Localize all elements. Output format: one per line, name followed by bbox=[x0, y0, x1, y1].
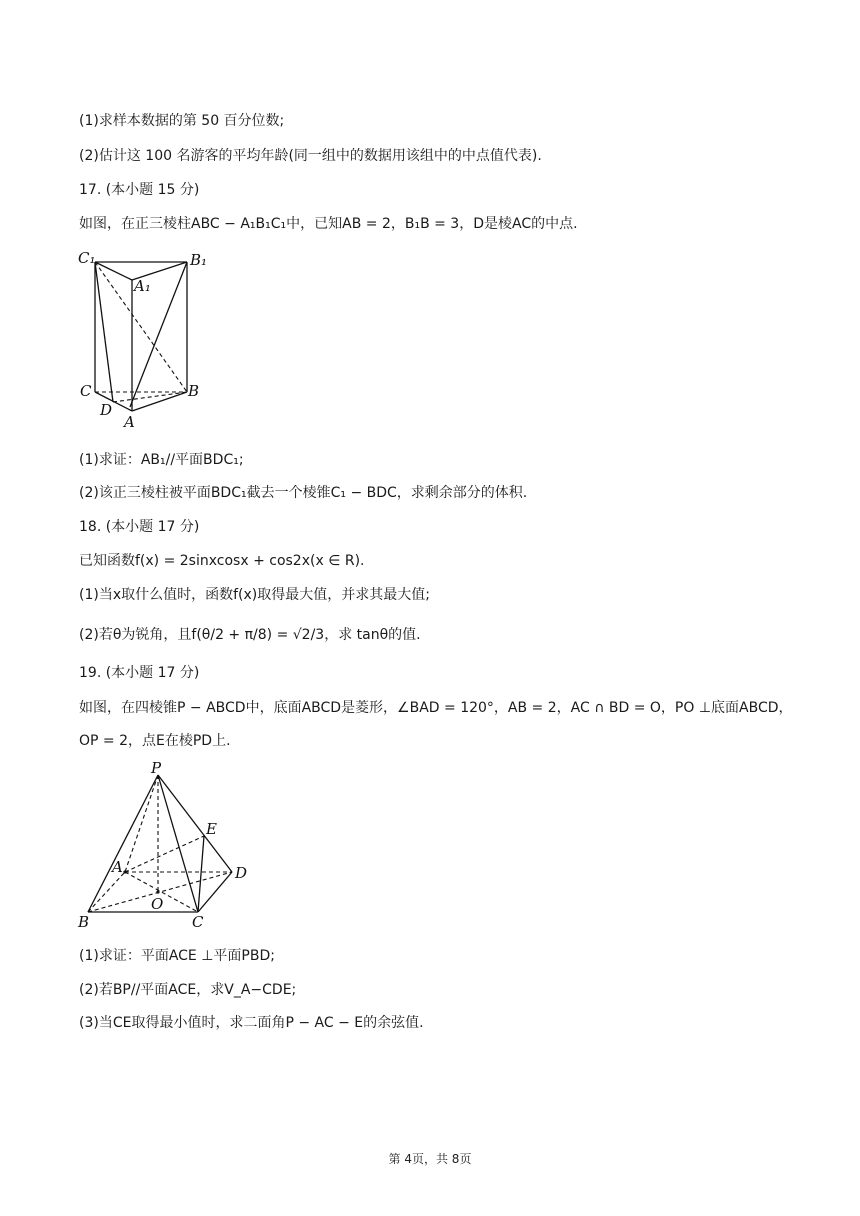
prism-figure bbox=[70, 245, 210, 435]
question-18-part2: (2)若θ为锐角，且f(θ/2 + π/8) = √2/3，求 tanθ的值. bbox=[79, 627, 421, 643]
question-18-header: 18. (本小题 17 分) bbox=[79, 519, 200, 535]
label-A1: A₁ bbox=[134, 277, 151, 295]
label-D: D bbox=[100, 401, 113, 419]
question-17-part1: (1)求证：AB₁//平面BDC₁; bbox=[79, 452, 244, 468]
label-D: D bbox=[235, 864, 248, 882]
label-C: C bbox=[192, 913, 204, 931]
text-line-q16-part2: (2)估计这 100 名游客的平均年龄(同一组中的数据用该组中的中点值代表). bbox=[79, 148, 542, 164]
page-footer: 第 4页，共 8页 bbox=[388, 1152, 472, 1166]
label-B: B bbox=[188, 382, 200, 400]
question-18-part1: (1)当x取什么值时，函数f(x)取得最大值，并求其最大值; bbox=[79, 587, 430, 603]
label-A: A bbox=[124, 413, 135, 431]
label-O: O bbox=[151, 895, 164, 913]
label-B1: B₁ bbox=[190, 251, 208, 269]
label-P: P bbox=[151, 760, 162, 777]
question-17-header: 17. (本小题 15 分) bbox=[79, 182, 200, 198]
pyramid-figure bbox=[70, 760, 260, 935]
question-19-stem-line1: 如图，在四棱锥P − ABCD中，底面ABCD是菱形，∠BAD = 120°，AB = 2，AC ∩ BD = O，PO ⊥底面ABCD， bbox=[79, 700, 793, 716]
question-19-part3: (3)当CE取得最小值时，求二面角P − AC − E的余弦值. bbox=[79, 1015, 424, 1031]
question-19-header: 19. (本小题 17 分) bbox=[79, 665, 200, 681]
label-C: C bbox=[80, 382, 92, 400]
label-A: A bbox=[112, 858, 123, 876]
question-17-part2: (2)该正三棱柱被平面BDC₁截去一个棱锥C₁ − BDC，求剩余部分的体积. bbox=[79, 485, 528, 501]
question-19-part2: (2)若BP//平面ACE，求V_A−CDE; bbox=[79, 982, 297, 998]
question-17-stem: 如图，在正三棱柱ABC − A₁B₁C₁中，已知AB = 2，B₁B = 3，D是棱AC的中点. bbox=[79, 216, 578, 232]
label-B: B bbox=[78, 913, 90, 931]
text-line-q16-part1: (1)求样本数据的第 50 百分位数; bbox=[79, 113, 285, 129]
question-19-part1: (1)求证：平面ACE ⊥平面PBD; bbox=[79, 948, 275, 964]
question-18-stem: 已知函数f(x) = 2sinxcosx + cos2x(x ∈ R). bbox=[79, 553, 365, 569]
question-19-stem-line2: OP = 2，点E在棱PD上. bbox=[79, 733, 231, 749]
label-C1: C₁ bbox=[78, 249, 96, 267]
label-E: E bbox=[206, 820, 217, 838]
